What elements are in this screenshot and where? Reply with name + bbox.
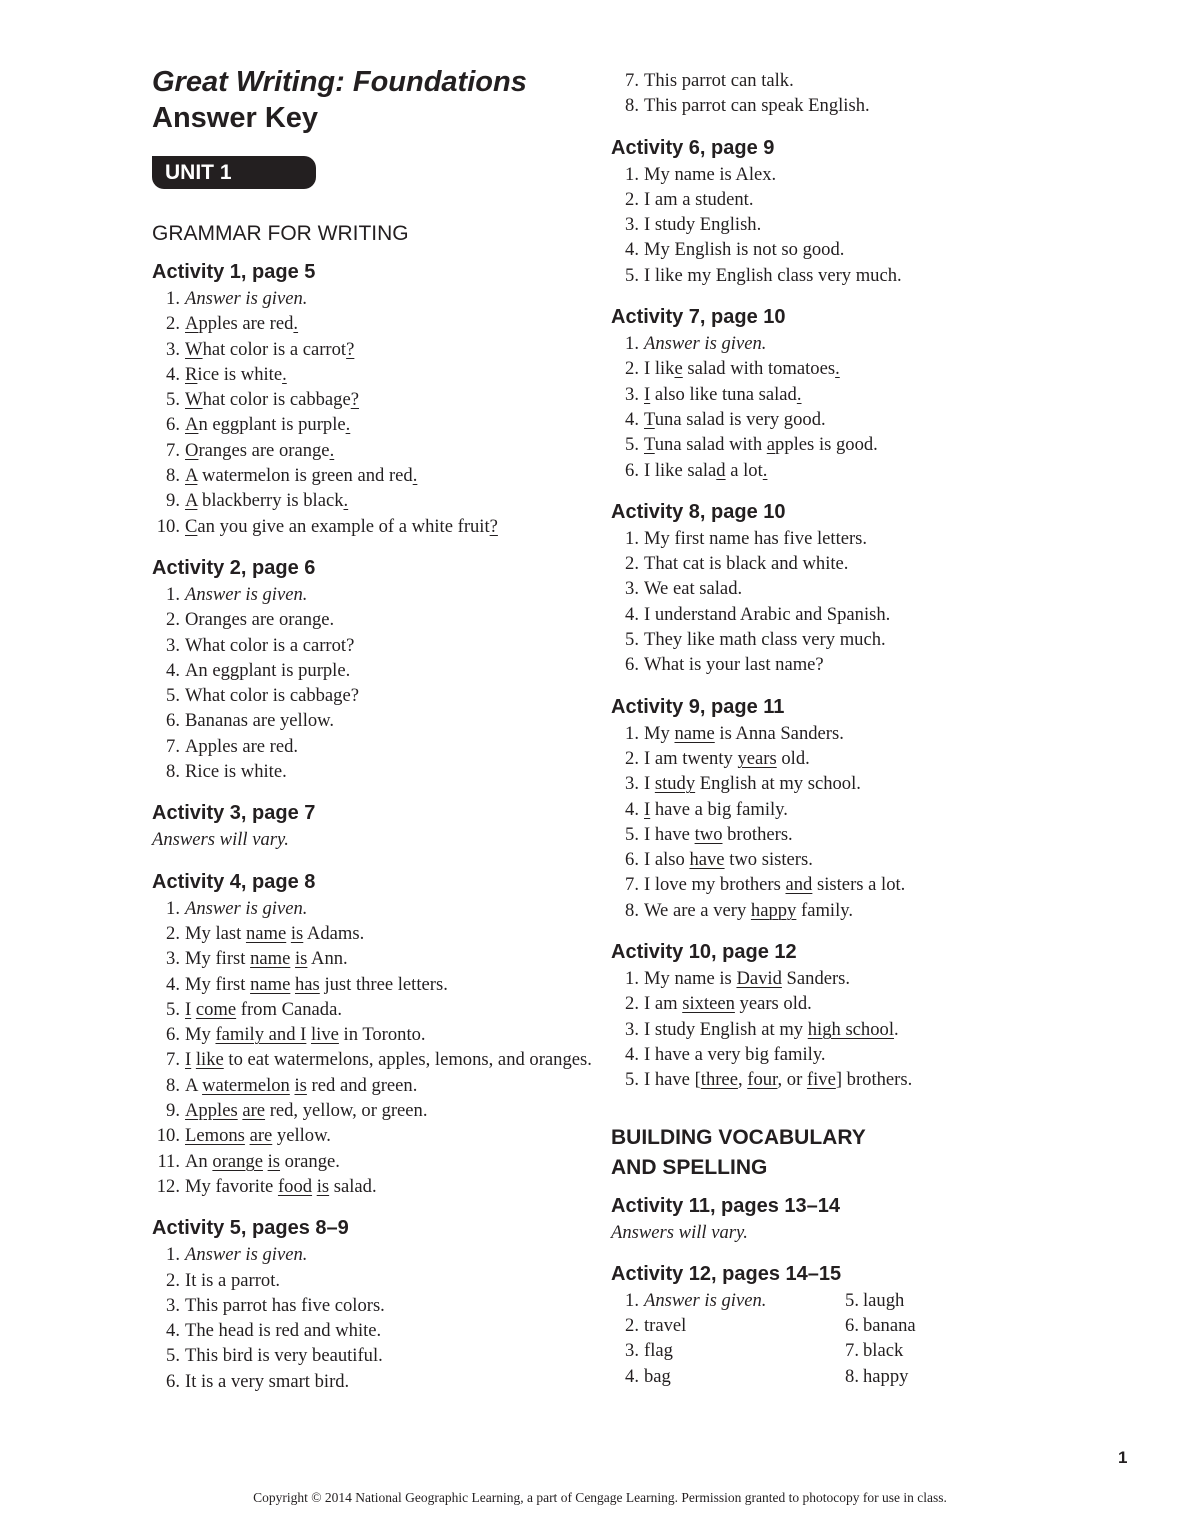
list-item: 5. Tuna salad with apples is good. bbox=[625, 434, 878, 456]
list-item: 6. What is your last name? bbox=[625, 654, 824, 676]
activity-4-list bbox=[152, 896, 592, 1200]
activity-1-list bbox=[152, 286, 592, 539]
list-item: 1. Answer is given. bbox=[625, 333, 767, 355]
list-item: 8. happy bbox=[845, 1365, 909, 1387]
list-item: 5. I like my English class very much. bbox=[625, 264, 902, 286]
list-item: 12. My favorite food is salad. bbox=[156, 1175, 377, 1197]
activity-9-heading: Activity 9, page 11 bbox=[611, 695, 785, 718]
activity-12-list-left bbox=[611, 1288, 841, 1389]
list-item: 7. Oranges are orange. bbox=[166, 439, 335, 461]
list-item: 4. Rice is white. bbox=[166, 363, 287, 385]
list-item: 2. It is a parrot. bbox=[166, 1269, 281, 1291]
list-item: 6. My family and I live in Toronto. bbox=[166, 1024, 426, 1046]
list-item: 3. I also like tuna salad. bbox=[625, 383, 802, 405]
list-item: 5. What color is cabbage? bbox=[166, 685, 359, 707]
list-item: 4. My first name has just three letters. bbox=[166, 973, 448, 995]
list-item: 3. I study English at my school. bbox=[625, 773, 861, 795]
list-item: 3. What color is a carrot? bbox=[166, 634, 355, 656]
activity-1-heading: Activity 1, page 5 bbox=[152, 261, 316, 283]
list-item: 8. This parrot can speak English. bbox=[625, 95, 870, 117]
answer-key-title: Answer Key bbox=[152, 102, 319, 134]
section-vocabulary-line2: AND SPELLING bbox=[611, 1155, 768, 1179]
list-item: 1. Answer is given. bbox=[166, 583, 308, 605]
activity-8-list bbox=[611, 526, 1051, 678]
list-item: 9. A blackberry is black. bbox=[166, 490, 349, 512]
list-item: 5. They like math class very much. bbox=[625, 629, 886, 651]
list-item: 4. I have a big family. bbox=[625, 798, 788, 820]
left-column bbox=[152, 60, 592, 1394]
activity-8-heading: Activity 8, page 10 bbox=[611, 500, 786, 523]
list-item: 2. travel bbox=[625, 1315, 687, 1337]
list-item: 6. I also have two sisters. bbox=[625, 849, 813, 871]
activity-7-heading: Activity 7, page 10 bbox=[611, 306, 786, 329]
list-item: 2. That cat is black and white. bbox=[625, 553, 849, 575]
list-item: 5. I have [three, four, or five] brothers. bbox=[625, 1069, 913, 1091]
activity-7-list bbox=[611, 331, 1051, 483]
activity-12-list-right bbox=[841, 1288, 1021, 1389]
list-item: 6. I like salad a lot. bbox=[625, 459, 768, 481]
list-item: 3. flag bbox=[625, 1340, 673, 1362]
list-item: 7. black bbox=[845, 1340, 904, 1362]
list-item: 5. I come from Canada. bbox=[166, 998, 342, 1020]
list-item: 4. I have a very big family. bbox=[625, 1043, 826, 1065]
activity-6-heading: Activity 6, page 9 bbox=[611, 136, 775, 159]
list-item: 1. Answer is given. bbox=[166, 897, 308, 919]
activity-5-list bbox=[152, 1242, 592, 1394]
list-item: 3. We eat salad. bbox=[625, 578, 743, 600]
list-item: 6. An eggplant is purple. bbox=[166, 414, 351, 436]
activity-11-heading: Activity 11, pages 13–14 bbox=[611, 1194, 841, 1217]
list-item: 4. The head is red and white. bbox=[166, 1320, 382, 1342]
list-item: 2. I am twenty years old. bbox=[625, 747, 810, 769]
list-item: 1. Answer is given. bbox=[166, 1244, 308, 1266]
list-item: 7. I love my brothers and sisters a lot. bbox=[625, 874, 906, 896]
list-item: 3. What color is a carrot? bbox=[166, 338, 355, 360]
list-item: 3. I study English at my high school. bbox=[625, 1018, 899, 1040]
list-item: 2. Apples are red. bbox=[166, 313, 299, 335]
section-vocabulary-line1: BUILDING VOCABULARY bbox=[611, 1125, 866, 1149]
activity-4-heading: Activity 4, page 8 bbox=[152, 870, 316, 893]
list-item: 8. A watermelon is red and green. bbox=[166, 1074, 418, 1096]
activity-2-list bbox=[152, 582, 592, 784]
list-item: 1. My name is Anna Sanders. bbox=[625, 722, 844, 744]
list-item: 3. This parrot has five colors. bbox=[166, 1294, 385, 1316]
list-item: 1. My name is David Sanders. bbox=[625, 968, 851, 990]
activity-9-list bbox=[611, 721, 1051, 923]
activity-10-list bbox=[611, 966, 1051, 1092]
list-item: 6. It is a very smart bird. bbox=[166, 1370, 350, 1392]
list-item: 2. My last name is Adams. bbox=[166, 922, 365, 944]
list-item: 5. I have two brothers. bbox=[625, 823, 793, 845]
list-item: 11. An orange is orange. bbox=[157, 1150, 340, 1172]
list-item: 8. A watermelon is green and red. bbox=[166, 465, 418, 487]
list-item: 2. I like salad with tomatoes. bbox=[625, 358, 840, 380]
list-item: 8. Rice is white. bbox=[166, 761, 287, 783]
section-grammar: GRAMMAR FOR WRITING bbox=[152, 222, 409, 245]
list-item: 4. Tuna salad is very good. bbox=[625, 408, 826, 430]
list-item: 4. My English is not so good. bbox=[625, 239, 845, 261]
list-item: 3. I study English. bbox=[625, 214, 762, 236]
list-item: 5. What color is cabbage? bbox=[166, 389, 359, 411]
list-item: 2. I am a student. bbox=[625, 188, 754, 210]
activity-3-heading: Activity 3, page 7 bbox=[152, 802, 316, 825]
list-item: 3. My first name is Ann. bbox=[166, 948, 348, 970]
list-item: 6. banana bbox=[845, 1315, 916, 1337]
list-item: 6. Bananas are yellow. bbox=[166, 710, 335, 732]
unit-badge: UNIT 1 bbox=[152, 156, 316, 189]
list-item: 8. We are a very happy family. bbox=[625, 899, 853, 921]
list-item: 2. I am sixteen years old. bbox=[625, 993, 812, 1015]
list-item: 1. Answer is given. bbox=[625, 1289, 767, 1311]
activity-2-heading: Activity 2, page 6 bbox=[152, 556, 316, 579]
list-item: 4. An eggplant is purple. bbox=[166, 659, 351, 681]
activity-12-grid bbox=[611, 1288, 1051, 1389]
activity-12-heading: Activity 12, pages 14–15 bbox=[611, 1262, 842, 1285]
list-item: 2. Oranges are orange. bbox=[166, 609, 335, 631]
list-item: 9. Apples are red, yellow, or green. bbox=[166, 1100, 428, 1122]
list-item: 5. laugh bbox=[845, 1289, 905, 1311]
list-item: 1. My first name has five letters. bbox=[625, 527, 868, 549]
list-item: 4. I understand Arabic and Spanish. bbox=[625, 603, 891, 625]
activity-10-heading: Activity 10, page 12 bbox=[611, 941, 797, 964]
activity-5-heading: Activity 5, pages 8–9 bbox=[152, 1217, 349, 1240]
list-item: 10. Can you give an example of a white fruit? bbox=[156, 515, 498, 537]
list-item: 7. Apples are red. bbox=[166, 735, 299, 757]
copyright-notice: Copyright © 2014 National Geographic Learning, a part of Cengage Learning. Permission granted to photocopy for use in class. bbox=[253, 1490, 947, 1505]
activity-5-list-continued bbox=[611, 68, 1051, 119]
activity-6-list bbox=[611, 162, 1051, 288]
list-item: 5. This bird is very beautiful. bbox=[166, 1345, 383, 1367]
activity-3-note: Answers will vary. bbox=[152, 829, 289, 851]
page-number: 1 bbox=[1118, 1448, 1128, 1467]
list-item: 7. I like to eat watermelons, apples, lemons, and oranges. bbox=[166, 1049, 592, 1071]
book-title: Great Writing: Foundations bbox=[152, 66, 527, 98]
list-item: 7. This parrot can talk. bbox=[625, 70, 794, 91]
list-item: 4. bag bbox=[625, 1365, 671, 1387]
activity-11-note: Answers will vary. bbox=[611, 1221, 748, 1243]
right-column bbox=[611, 68, 1051, 1389]
list-item: 1. My name is Alex. bbox=[625, 163, 777, 185]
list-item: 1. Answer is given. bbox=[166, 288, 308, 309]
list-item: 10. Lemons are yellow. bbox=[156, 1125, 331, 1147]
